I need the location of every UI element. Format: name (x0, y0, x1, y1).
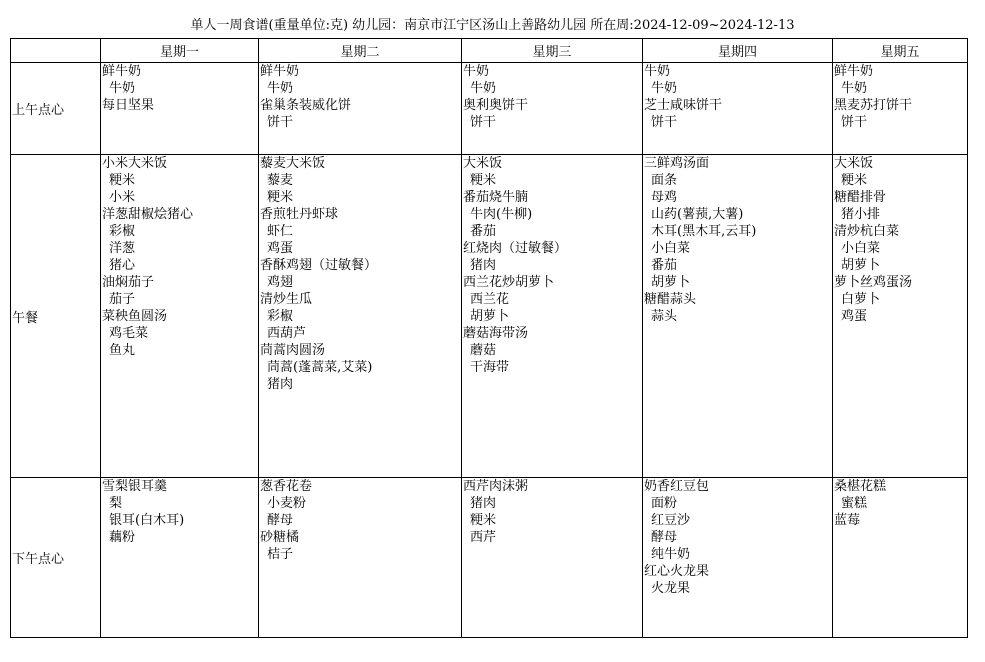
dish-name: 雀巢条装威化饼 (260, 98, 352, 113)
ingredient: 蒜头 (651, 309, 678, 324)
dish-name: 雪梨银耳羹 (102, 479, 168, 494)
ingredient: 牛奶 (841, 81, 868, 96)
ingredient: 牛奶 (109, 81, 136, 96)
dish-name: 番茄烧牛腩 (463, 190, 529, 205)
ingredient: 饼干 (267, 115, 294, 130)
dish-name: 大米饭 (463, 156, 503, 171)
ingredient: 猪心 (109, 258, 136, 273)
dish-name: 三鲜鸡汤面 (644, 156, 710, 171)
dish-name: 鲜牛奶 (834, 64, 874, 79)
ingredient: 粳米 (109, 173, 136, 188)
menu-cell-tue (259, 155, 462, 478)
ingredient: 胡萝卜 (841, 258, 881, 273)
header-day-mon: 星期一 (101, 39, 259, 63)
meal-label: 上午点心 (11, 63, 101, 155)
ingredient: 鸡蛋 (267, 241, 294, 256)
dish-name: 蘑菇海带汤 (463, 326, 529, 341)
ingredient: 番茄 (470, 224, 497, 239)
dish-name: 芝士咸味饼干 (644, 98, 723, 113)
ingredient: 牛奶 (651, 81, 678, 96)
dish-name: 油焖茄子 (102, 275, 155, 290)
dish-name: 奶香红豆包 (644, 479, 710, 494)
ingredient: 饼干 (470, 115, 497, 130)
ingredient: 胡萝卜 (651, 275, 691, 290)
dish-name: 洋葱甜椒烩猪心 (102, 207, 194, 222)
ingredient: 粳米 (470, 173, 497, 188)
ingredient: 饼干 (651, 115, 678, 130)
ingredient: 木耳(黑木耳,云耳) (651, 224, 757, 239)
ingredient: 鱼丸 (109, 343, 136, 358)
dish-name: 砂糖橘 (260, 530, 300, 545)
ingredient: 纯牛奶 (651, 547, 691, 562)
dish-name: 牛奶 (463, 64, 490, 79)
ingredient: 火龙果 (651, 581, 691, 596)
ingredient: 藕粉 (109, 530, 136, 545)
ingredient: 猪小排 (841, 207, 881, 222)
dish-name: 大米饭 (834, 156, 874, 171)
ingredient: 山药(薯蓣,大薯) (651, 207, 744, 222)
dish-name: 香煎牡丹虾球 (260, 207, 339, 222)
dish-name: 香酥鸡翅（过敏餐） (260, 258, 378, 273)
ingredient: 猪肉 (267, 377, 294, 392)
ingredient: 牛奶 (470, 81, 497, 96)
dish-name: 每日坚果 (102, 98, 155, 113)
ingredient: 蜜糕 (841, 496, 868, 511)
menu-cell-mon (101, 63, 259, 155)
ingredient: 粳米 (470, 513, 497, 528)
dish-name: 小米大米饭 (102, 156, 168, 171)
ingredient: 饼干 (841, 115, 868, 130)
menu-cell-fri (833, 155, 968, 478)
page-title: 单人一周食谱(重量单位:克) 幼儿园：南京市江宁区汤山上善路幼儿园 所在周:2024-12-09~2024-12-13 (190, 18, 795, 33)
ingredient: 西兰花 (470, 292, 510, 307)
ingredient: 银耳(白木耳) (109, 513, 185, 528)
menu-cell-wed (462, 478, 643, 638)
ingredient: 小白菜 (841, 241, 881, 256)
dish-name: 菜秧鱼圆汤 (102, 309, 168, 324)
dish-name: 牛奶 (644, 64, 671, 79)
menu-cell-fri (833, 478, 968, 638)
ingredient: 西芹 (470, 530, 497, 545)
dish-name: 奥利奥饼干 (463, 98, 529, 113)
menu-cell-fri (833, 63, 968, 155)
ingredient: 藜麦 (267, 173, 294, 188)
ingredient: 面条 (651, 173, 678, 188)
dish-name: 藜麦大米饭 (260, 156, 326, 171)
ingredient: 猪肉 (470, 258, 497, 273)
ingredient: 鸡翅 (267, 275, 294, 290)
menu-cell-wed (462, 63, 643, 155)
dish-name: 桑椹花糕 (834, 479, 887, 494)
dish-name: 西兰花炒胡萝卜 (463, 275, 555, 290)
dish-name: 西芹肉沫粥 (463, 479, 529, 494)
dish-name: 红烧肉（过敏餐） (463, 241, 568, 256)
header-row (11, 39, 968, 63)
ingredient: 茄子 (109, 292, 136, 307)
ingredient: 干海带 (470, 360, 510, 375)
meal-row-lunch (11, 155, 968, 478)
dish-name: 萝卜丝鸡蛋汤 (834, 275, 913, 290)
ingredient: 梨 (109, 496, 123, 511)
ingredient: 蘑菇 (470, 343, 497, 358)
ingredient: 小麦粉 (267, 496, 307, 511)
dish-name: 鲜牛奶 (102, 64, 142, 79)
meal-label: 午餐 (11, 155, 101, 478)
menu-cell-thu (643, 155, 833, 478)
menu-cell-thu (643, 63, 833, 155)
ingredient: 西葫芦 (267, 326, 307, 341)
weekly-menu-table (10, 38, 968, 638)
ingredient: 茼蒿(蓬蒿菜,艾菜) (267, 360, 373, 375)
dish-name: 红心火龙果 (644, 564, 710, 579)
ingredient: 牛奶 (267, 81, 294, 96)
meal-row-afternoon-snack (11, 478, 968, 638)
ingredient: 牛肉(牛柳) (470, 207, 533, 222)
dish-name: 蓝莓 (834, 513, 861, 528)
ingredient: 小白菜 (651, 241, 691, 256)
ingredient: 桔子 (267, 547, 294, 562)
header-day-tue: 星期二 (259, 39, 462, 63)
header-day-fri: 星期五 (833, 39, 968, 63)
meal-row-morning-snack (11, 63, 968, 155)
dish-name: 糖醋排骨 (834, 190, 887, 205)
menu-cell-tue (259, 63, 462, 155)
menu-cell-tue (259, 478, 462, 638)
dish-name: 糖醋蒜头 (644, 292, 697, 307)
ingredient: 红豆沙 (651, 513, 691, 528)
menu-cell-mon (101, 155, 259, 478)
header-corner (11, 39, 101, 63)
header-day-wed: 星期三 (462, 39, 643, 63)
dish-name: 葱香花卷 (260, 479, 313, 494)
dish-name: 黑麦苏打饼干 (834, 98, 913, 113)
ingredient: 洋葱 (109, 241, 136, 256)
dish-name: 清炒生瓜 (260, 292, 313, 307)
ingredient: 彩椒 (109, 224, 136, 239)
ingredient: 酵母 (267, 513, 294, 528)
ingredient: 彩椒 (267, 309, 294, 324)
dish-name: 鲜牛奶 (260, 64, 300, 79)
ingredient: 鸡蛋 (841, 309, 868, 324)
ingredient: 粳米 (841, 173, 868, 188)
menu-cell-wed (462, 155, 643, 478)
menu-cell-thu (643, 478, 833, 638)
ingredient: 酵母 (651, 530, 678, 545)
ingredient: 粳米 (267, 190, 294, 205)
ingredient: 鸡毛菜 (109, 326, 149, 341)
ingredient: 母鸡 (651, 190, 678, 205)
dish-name: 清炒杭白菜 (834, 224, 900, 239)
meal-label: 下午点心 (11, 478, 101, 638)
ingredient: 番茄 (651, 258, 678, 273)
ingredient: 虾仁 (267, 224, 294, 239)
ingredient: 胡萝卜 (470, 309, 510, 324)
ingredient: 小米 (109, 190, 136, 205)
ingredient: 猪肉 (470, 496, 497, 511)
dish-name: 茼蒿肉圆汤 (260, 343, 326, 358)
ingredient: 白萝卜 (841, 292, 881, 307)
menu-cell-mon (101, 478, 259, 638)
ingredient: 面粉 (651, 496, 678, 511)
header-day-thu: 星期四 (643, 39, 833, 63)
